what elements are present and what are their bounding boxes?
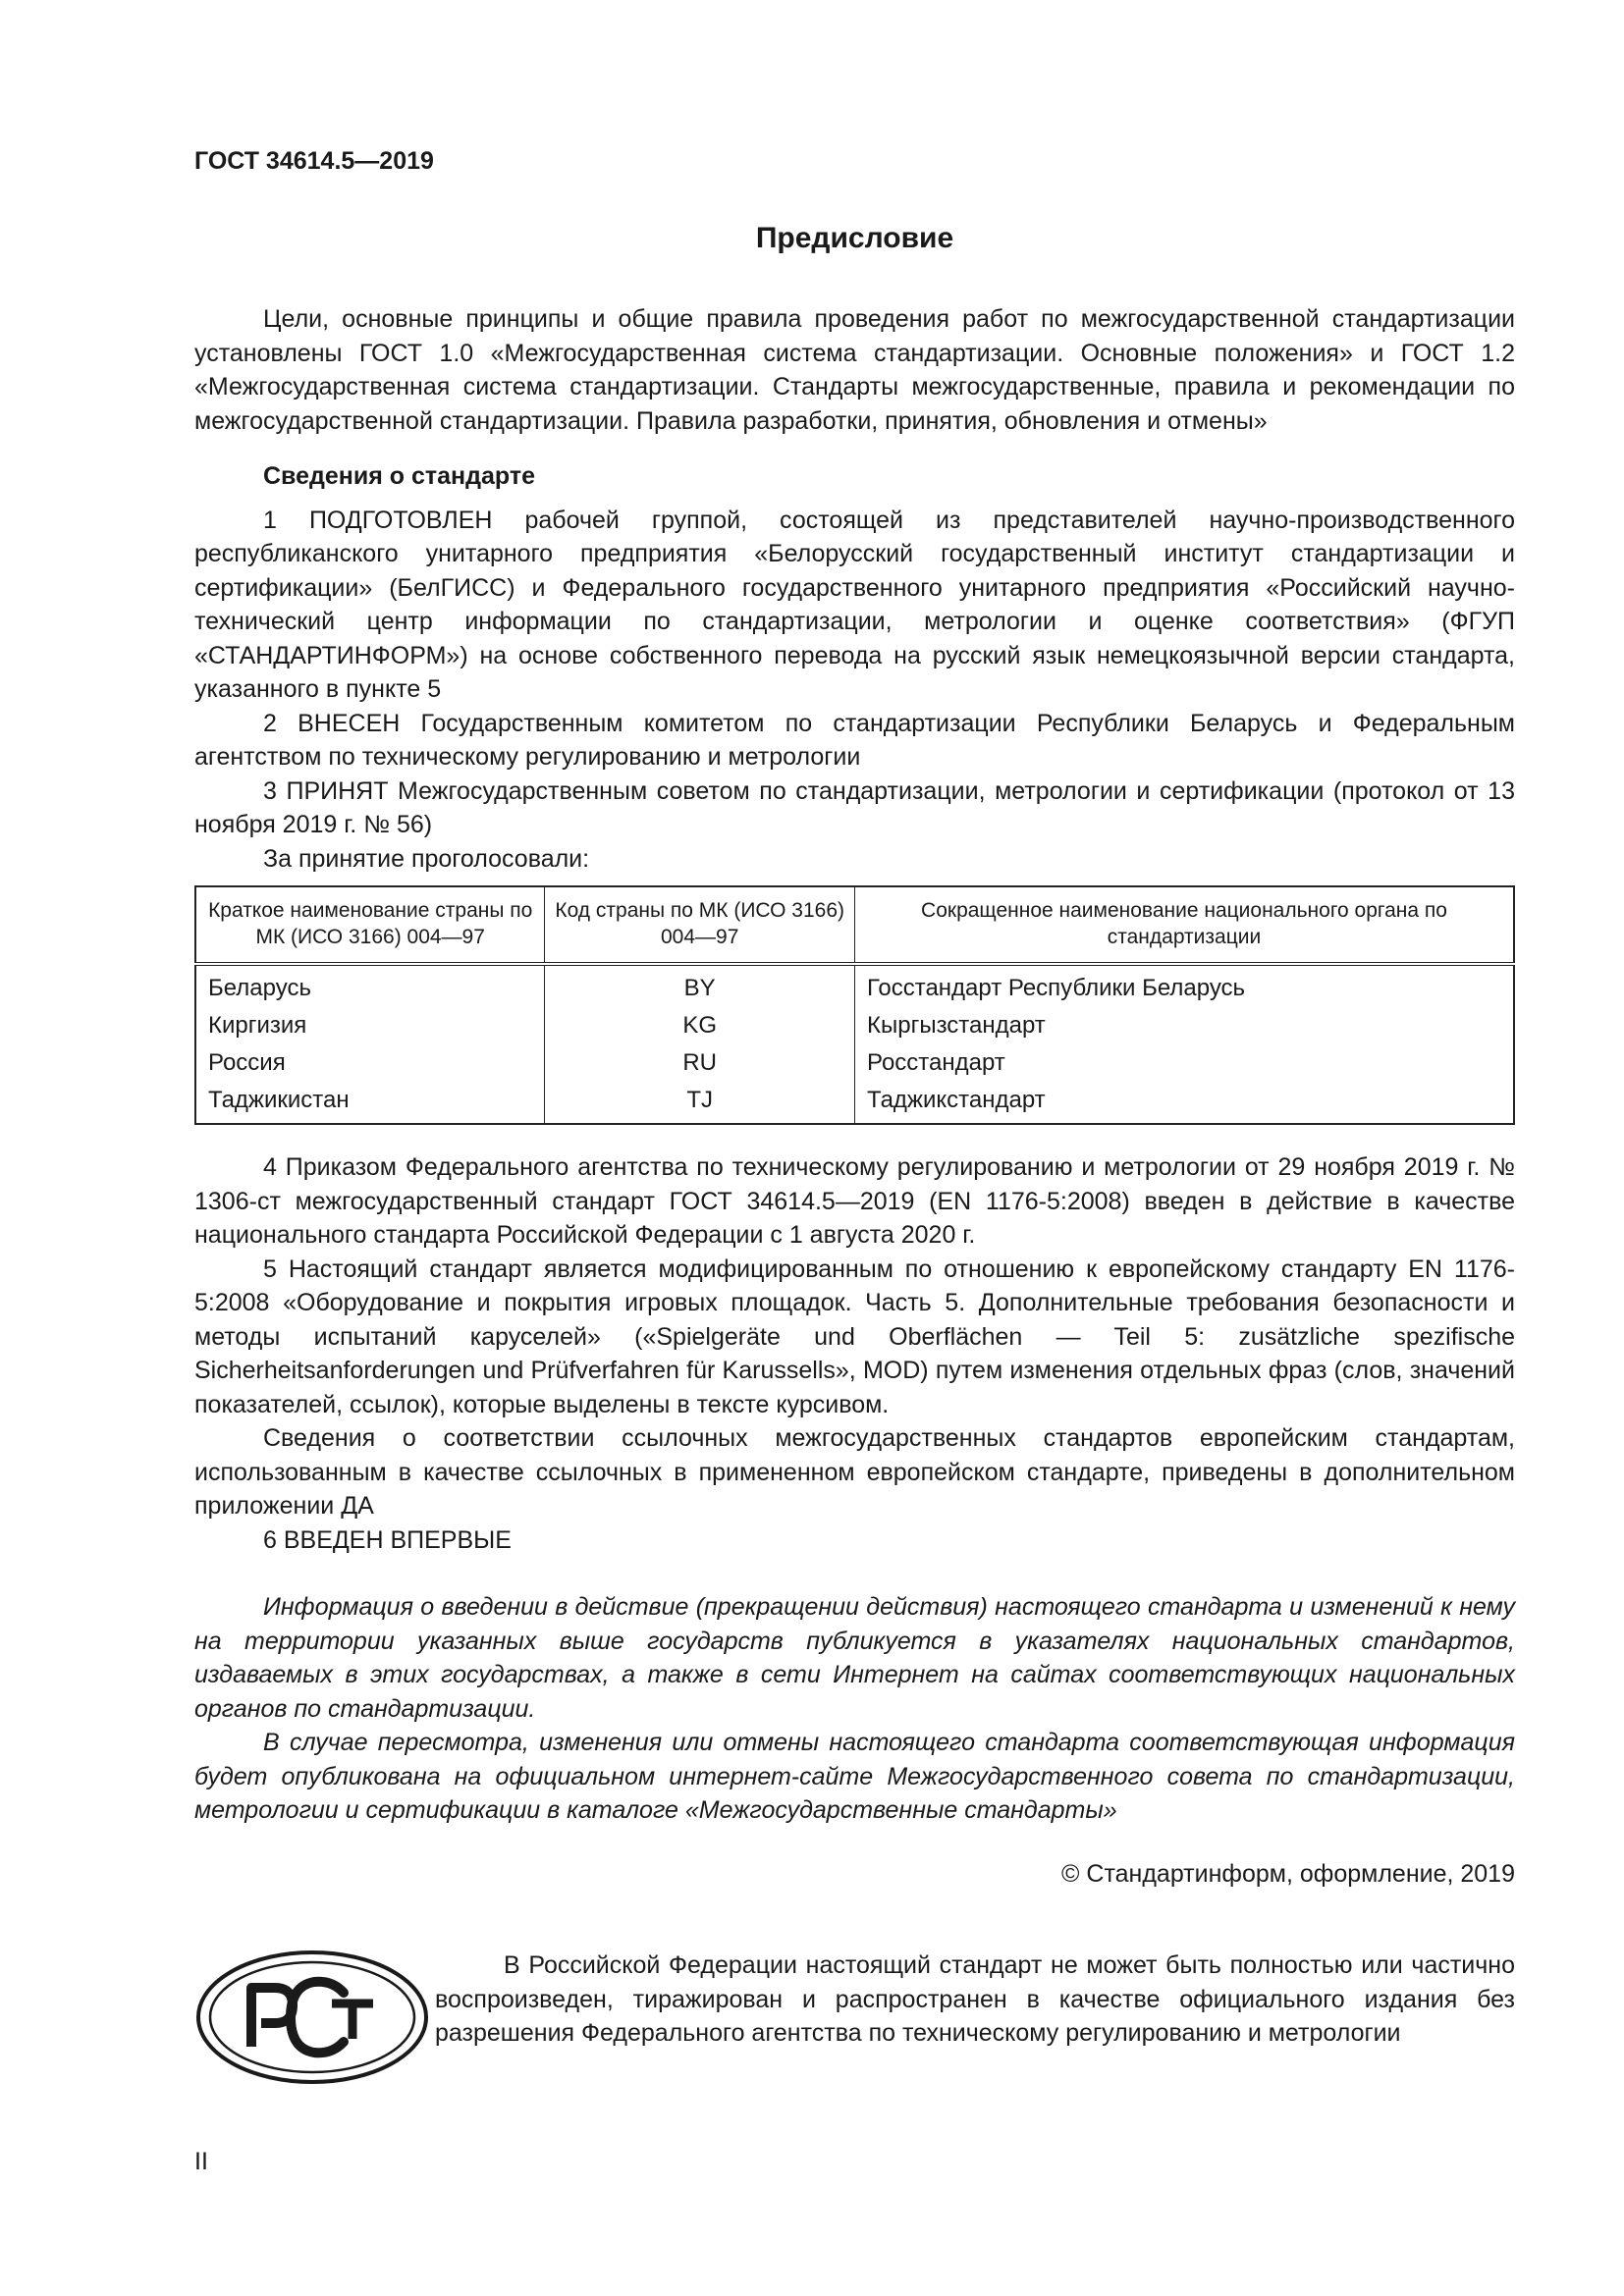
intro-paragraph: Цели, основные принципы и общие правила проведения работ по межгосударственной стандартизации установлены ГОСТ 1.0 «Межгосударственная система стандартизации. Основные положения» и ГОСТ 1.2 «Межгосударственная система стандартизации. Стандарты межгосударственные, правила и рекомендации по межгосударственной стандартизации. Правила разработки, принятия, обновления и отмены» [194,305,1515,435]
cell-code: KG [545,1007,855,1044]
cell-country: Киргизия [195,1007,545,1044]
rst-logo-icon [194,1949,430,2086]
cell-organ: Госстандарт Республики Беларусь [866,975,1246,1001]
cell-code: BY [545,964,855,1007]
table-row [195,1007,1514,1044]
table-row [195,964,1514,1007]
item-4: 4 Приказом Федерального агентства по техническому регулированию и метрологии от 29 ноября 2019 г. № 1306-ст межгосударственный стандарт ГОСТ 34614.5—2019 (EN 1176-5:2008) введен в действие в качестве национального стандарта Российской Федерации с 1 августа 2020 г. [194,1153,1515,1249]
cell-country: Беларусь [195,964,545,1007]
item-5: 5 Настоящий стандарт является модифицированным по отношению к европейскому стандарту EN 1176-5:2008 «Оборудование и покрытия игровых площадок. Часть 5. Дополнительные требования безопасности и методы испытаний каруселей» («Spielgeräte und Oberflächen — Teil 5: zusätzliche spezifische Sicherheitsanforderungen und Prüfverfahren für Karussells», MOD) путем изменения отдельных фраз (слов, значений показателей, ссылок), которые выделены в тексте курсивом. [194,1255,1515,1418]
page-content [194,222,1515,1891]
italic-notes [194,1590,1515,1828]
table-row [195,1082,1514,1124]
cell-organ: Таджикстандарт [866,1087,1046,1113]
section-title: Сведения о стандарте [263,462,536,490]
page-number: II [194,2148,208,2175]
cell-organ: Кыргызстандарт [866,1012,1046,1039]
header-country: Краткое наименование страны по МК (ИСО 3166) 004—97 [195,886,545,964]
cell-organ: Росстандарт [866,1049,1005,1076]
copyright: © Стандартинформ, оформление, 2019 [1061,1859,1515,1888]
bottom-block [194,1949,1515,2145]
page-title: Предисловие [755,222,954,254]
item-1: 1 ПОДГОТОВЛЕН рабочей группой, состоящей из представителей научно-производственного республиканского унитарного предприятия «Белорусский государственный институт стандартизации и сертификации» (БелГИСС) и Федерального государственного унитарного предприятия «Российский научно-технический центр информации по стандартизации, метрологии и оценке соответствия» (ФГУП «СТАНДАРТИНФОРМ») на основе собственного перевода на русский язык немецкоязычной версии стандарта, указанного в пункте 5 [194,506,1515,703]
notice-text: В Российской Федерации настоящий стандарт не может быть полностью или частично воспроизведен, тиражирован и распространен в качестве официального издания без разрешения Федерального агентства по техническому регулированию и метрологии [435,1951,1515,2047]
page-header: ГОСТ 34614.5—2019 [194,147,434,175]
cell-country: Таджикистан [195,1082,545,1124]
item-6: 6 ВВЕДЕН ВПЕРВЫЕ [263,1525,512,1554]
table-row [195,1044,1514,1082]
item-2: 2 ВНЕСЕН Государственным комитетом по стандартизации Республики Беларусь и Федеральным агентством по техническому регулированию и метрологии [194,709,1515,771]
logo-text: РСТ [312,2017,332,2028]
header-code: Код страны по МК (ИСО 3166) 004—97 [545,886,855,964]
cell-code: RU [545,1044,855,1082]
item-3: 3 ПРИНЯТ Межгосударственным советом по стандартизации, метрологии и сертификации (протокол от 13 ноября 2019 г. № 56) [194,776,1515,838]
cell-country: Россия [195,1044,545,1082]
italic-note-2: В случае пересмотра, изменения или отмены настоящего стандарта соответствующая информация будет опубликована на официальном интернет-сайте Межгосударственного совета по стандартизации, метрологии и сертификации в каталоге «Межгосударственные стандарты» [194,1729,1515,1824]
cell-code: TJ [545,1082,855,1124]
copyright-notice [435,1949,1515,2051]
italic-note-1: Информация о введении в действие (прекращении действия) настоящего стандарта и изменений к нему на территории указанных выше государств публикуется в указателях национальных стандартов, издаваемых в этих государствах, а также в сети Интернет на сайтах соответствующих национальных органов по стандартизации. [194,1593,1515,1723]
header-organ: Сокращенное наименование национального органа по стандартизации [854,886,1514,964]
item-5-note: Сведения о соответствии ссылочных межгосударственных стандартов европейским стандартам, использованным в качестве ссылочных в примененном европейском стандарте, приведены в дополнительном приложении ДА [194,1424,1515,1520]
table-header-row [195,886,1514,964]
voted-line: За принятие проголосовали: [263,844,590,873]
countries-table [194,885,1515,1125]
